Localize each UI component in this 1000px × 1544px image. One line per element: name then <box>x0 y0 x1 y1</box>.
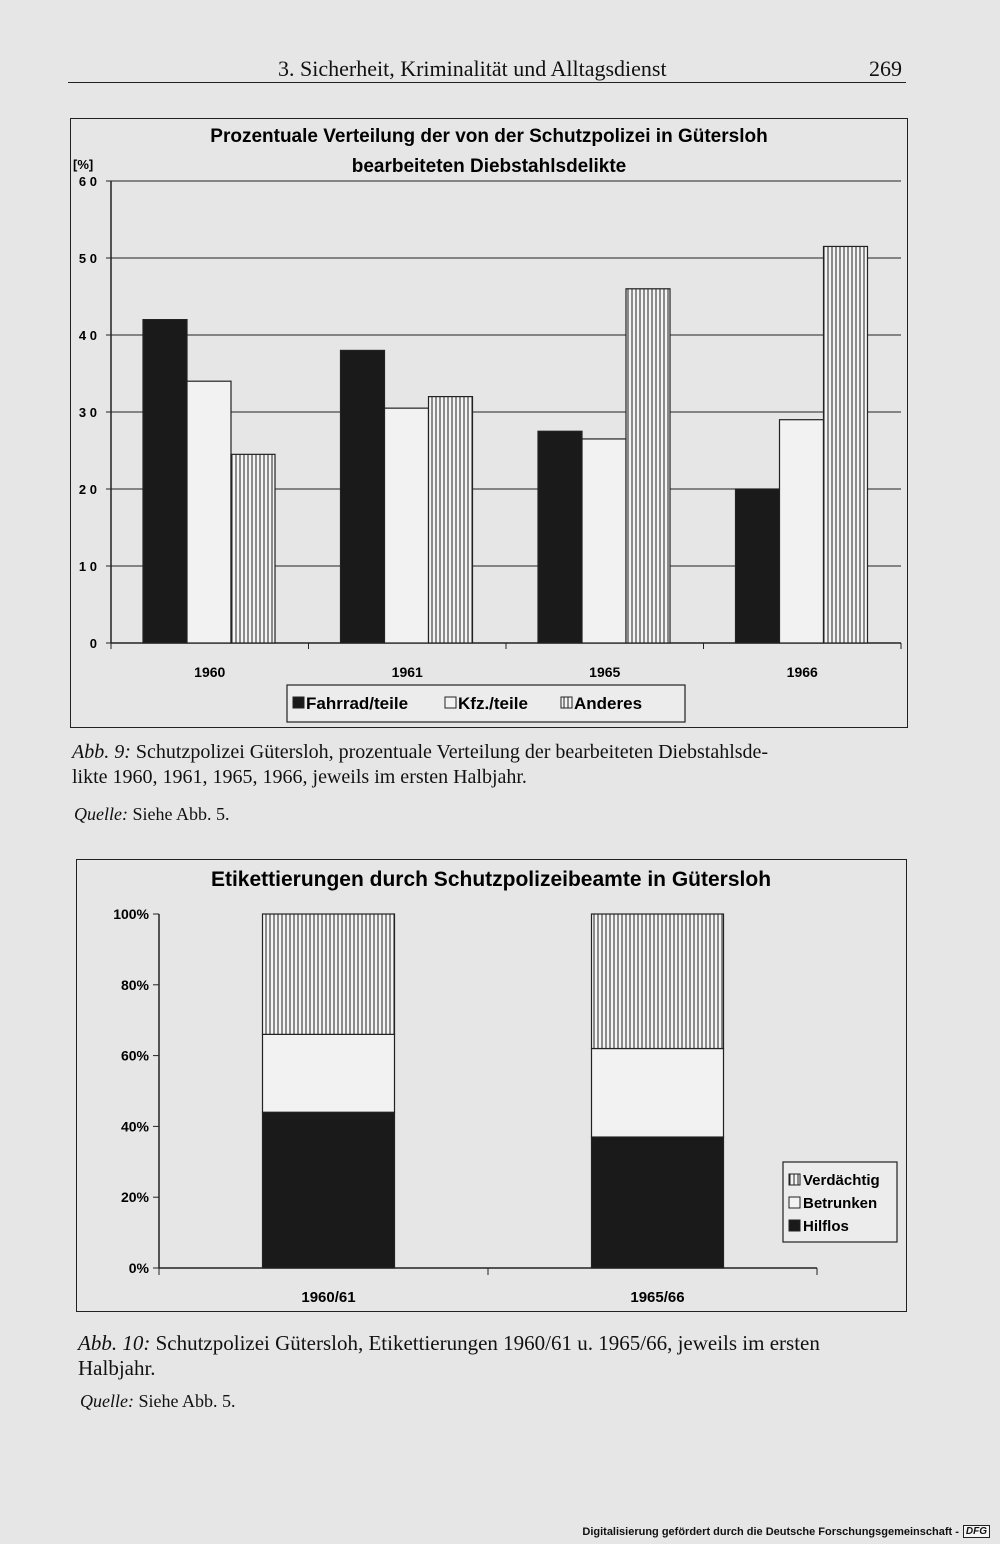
legend-label: Anderes <box>574 694 643 713</box>
bar-Kfz./teile <box>780 420 824 643</box>
bar-Anderes <box>824 246 868 643</box>
legend-label: Hilflos <box>803 1218 849 1235</box>
bar-Anderes <box>626 289 670 643</box>
bar-Kfz./teile <box>582 439 626 643</box>
figure-9-chart <box>70 118 908 728</box>
y-tick-label: 1 0 <box>78 559 97 574</box>
legend-swatch <box>789 1197 800 1208</box>
legend-label: Kfz./teile <box>458 694 528 713</box>
figure-10-source <box>80 1391 235 1412</box>
y-tick-label: 4 0 <box>78 328 97 343</box>
chart1-legend <box>287 685 685 722</box>
y-tick-label: 20% <box>120 1189 149 1206</box>
bar-segment-Hilflos <box>592 1137 724 1268</box>
bar-segment-Hilflos <box>263 1112 395 1268</box>
bar-segment-Betrunken <box>263 1034 395 1112</box>
y-tick-label: 5 0 <box>78 251 97 266</box>
legend-label: Betrunken <box>803 1195 878 1212</box>
caption-text-2: Halbjahr. <box>78 1356 156 1380</box>
x-tick-label: 1966 <box>786 664 818 680</box>
source-label: Quelle: <box>80 1391 134 1411</box>
bar-Fahrrad/teile <box>143 320 187 643</box>
chapter-title: 3. Sicherheit, Kriminalität und Alltagsdienst <box>278 56 667 81</box>
y-tick-label: 40% <box>120 1118 149 1135</box>
x-tick-label: 1965 <box>589 664 621 680</box>
bar-segment-Verdächtig <box>592 914 724 1049</box>
chart-title-line2: bearbeiteten Diebstahlsdelikte <box>351 156 627 177</box>
caption-text: Schutzpolizei Gütersloh, prozentuale Verteilung der bearbeiteten Diebstahlsde- <box>135 741 769 763</box>
source-text: Siehe Abb. 5. <box>132 804 230 824</box>
y-tick-label: 2 0 <box>78 482 97 497</box>
caption-label: Abb. 9: <box>72 741 131 763</box>
x-tick-label: 1961 <box>391 664 423 680</box>
chart1-plot <box>79 174 901 722</box>
legend-swatch <box>293 697 304 708</box>
legend-swatch <box>445 697 456 708</box>
bar-segment-Verdächtig <box>263 914 395 1034</box>
legend-swatch <box>561 697 572 708</box>
y-tick-label: 6 0 <box>78 174 97 189</box>
source-label: Quelle: <box>74 804 128 824</box>
y-tick-label: 3 0 <box>78 405 97 420</box>
bar-Anderes <box>231 454 275 643</box>
page-number: 269 <box>869 56 902 81</box>
footer-text: Digitalisierung gefördert durch die Deutsche Forschungsgemeinschaft - <box>582 1525 959 1538</box>
legend-label: Verdächtig <box>803 1172 880 1189</box>
caption-text: Schutzpolizei Gütersloh, Etikettierungen 1960/61 u. 1965/66, jeweils im ersten <box>155 1331 820 1355</box>
bar-Fahrrad/teile <box>538 431 582 643</box>
chart2-legend <box>783 1162 897 1242</box>
figure-9-caption <box>72 740 908 790</box>
caption-label: Abb. 10: <box>78 1331 151 1355</box>
figure-10-caption <box>78 1331 914 1381</box>
y-tick-label: 60% <box>120 1047 149 1064</box>
running-header <box>68 52 906 83</box>
chart-title-line1: Prozentuale Verteilung der von der Schutzpolizei in Gütersloh <box>210 126 768 147</box>
y-axis-label: [%] <box>73 157 94 172</box>
caption-text-2: likte 1960, 1961, 1965, 1966, jeweils im ersten Halbjahr. <box>72 766 527 788</box>
bar-Kfz./teile <box>385 408 429 643</box>
bar-segment-Betrunken <box>592 1049 724 1138</box>
y-tick-label: 100% <box>113 906 149 922</box>
bar-Fahrrad/teile <box>341 350 385 643</box>
x-tick-label: 1960 <box>194 664 226 680</box>
x-tick-label: 1960/61 <box>301 1289 356 1306</box>
chart2-plot <box>113 906 897 1306</box>
source-text: Siehe Abb. 5. <box>138 1391 236 1411</box>
x-tick-label: 1965/66 <box>630 1289 685 1306</box>
bar-Fahrrad/teile <box>736 489 780 643</box>
stacked-bar-chart-etikettierungen <box>77 860 906 1311</box>
chart2-title: Etikettierungen durch Schutzpolizeibeamte in Gütersloh <box>210 868 772 891</box>
y-tick-label: 0 <box>89 636 97 651</box>
y-tick-label: 0% <box>128 1260 149 1276</box>
footer-funding-note <box>582 1525 990 1538</box>
dfg-logo: DFG <box>963 1525 990 1538</box>
figure-9-source <box>74 804 229 825</box>
bar-chart-diebstahl <box>71 119 907 727</box>
bar-Kfz./teile <box>187 381 231 643</box>
legend-swatch <box>789 1220 800 1231</box>
legend-label: Fahrrad/teile <box>306 694 409 713</box>
figure-10-chart <box>76 859 907 1312</box>
y-tick-label: 80% <box>120 976 149 993</box>
legend-swatch <box>789 1174 800 1185</box>
bar-Anderes <box>429 397 473 643</box>
